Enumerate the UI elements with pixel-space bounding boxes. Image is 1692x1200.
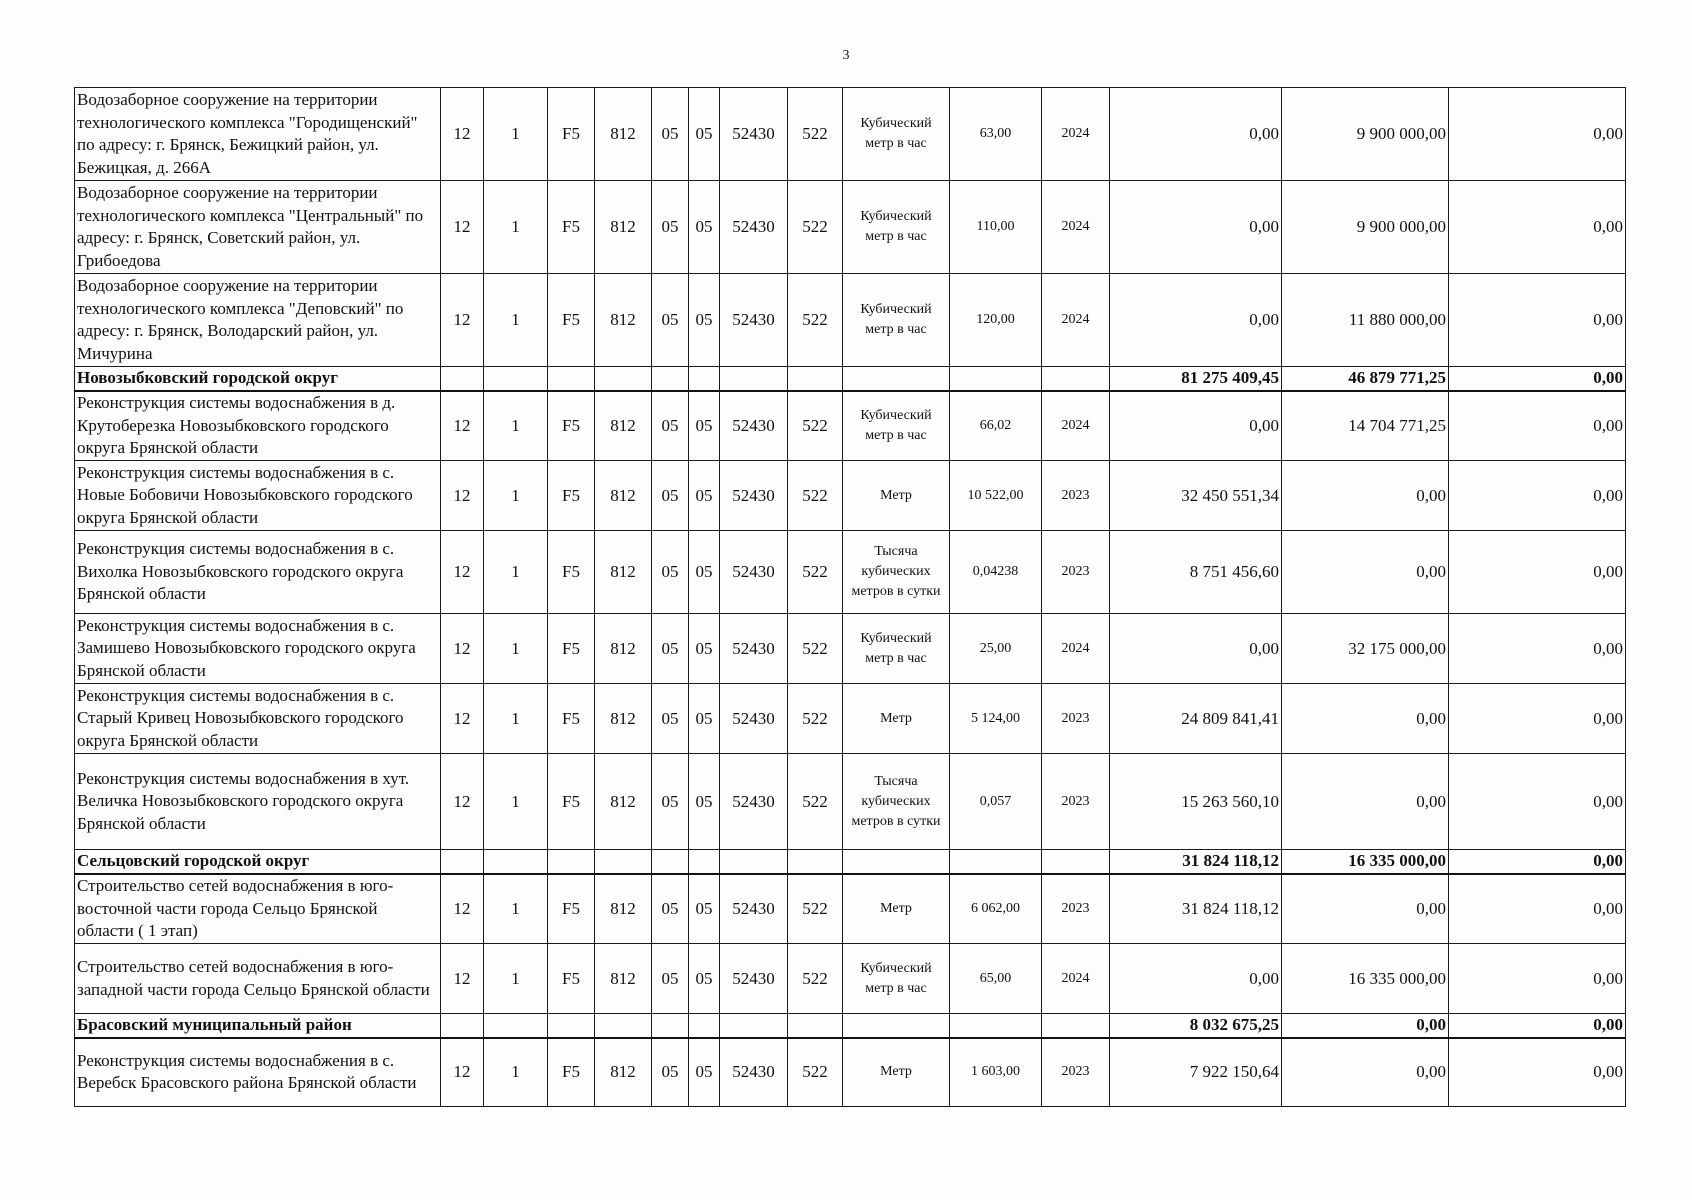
year-cell: 2024 bbox=[1042, 614, 1110, 684]
code-cell: F5 bbox=[548, 684, 595, 754]
amount-cell: 0,00 bbox=[1449, 367, 1626, 391]
code-cell: 52430 bbox=[720, 1038, 788, 1107]
code-cell: 522 bbox=[788, 391, 843, 461]
amount-cell: 0,00 bbox=[1110, 181, 1282, 274]
table-row bbox=[75, 391, 1626, 461]
empty-cell bbox=[720, 1014, 788, 1038]
empty-cell bbox=[720, 850, 788, 874]
group-row bbox=[75, 367, 1626, 391]
code-cell: 05 bbox=[689, 274, 720, 367]
table-row bbox=[75, 1038, 1626, 1107]
amount-cell: 9 900 000,00 bbox=[1282, 181, 1449, 274]
amount-cell: 0,00 bbox=[1449, 614, 1626, 684]
code-cell: 812 bbox=[595, 944, 652, 1014]
group-row bbox=[75, 850, 1626, 874]
code-cell: F5 bbox=[548, 531, 595, 614]
code-cell: F5 bbox=[548, 614, 595, 684]
group-name-cell: Брасовский муниципальный район bbox=[75, 1014, 441, 1038]
capacity-cell: 120,00 bbox=[950, 274, 1042, 367]
year-cell: 2023 bbox=[1042, 684, 1110, 754]
amount-cell: 7 922 150,64 bbox=[1110, 1038, 1282, 1107]
unit-cell: Тысяча кубических метров в сутки bbox=[843, 754, 950, 850]
code-cell: 522 bbox=[788, 684, 843, 754]
year-cell: 2023 bbox=[1042, 1038, 1110, 1107]
empty-cell bbox=[1042, 367, 1110, 391]
capacity-cell: 5 124,00 bbox=[950, 684, 1042, 754]
year-cell: 2023 bbox=[1042, 531, 1110, 614]
empty-cell bbox=[548, 1014, 595, 1038]
code-cell: 05 bbox=[652, 614, 689, 684]
amount-cell: 0,00 bbox=[1282, 1038, 1449, 1107]
code-cell: 12 bbox=[441, 461, 484, 531]
code-cell: 1 bbox=[484, 1038, 548, 1107]
empty-cell bbox=[689, 367, 720, 391]
code-cell: 812 bbox=[595, 614, 652, 684]
code-cell: 52430 bbox=[720, 944, 788, 1014]
code-cell: 522 bbox=[788, 181, 843, 274]
code-cell: 05 bbox=[689, 1038, 720, 1107]
object-name-cell: Реконструкция системы водоснабжения в хут. Величка Новозыбковского городского округа Брянской области bbox=[75, 754, 441, 850]
unit-cell: Тысяча кубических метров в сутки bbox=[843, 531, 950, 614]
capacity-cell: 0,057 bbox=[950, 754, 1042, 850]
amount-cell: 32 175 000,00 bbox=[1282, 614, 1449, 684]
empty-cell bbox=[652, 367, 689, 391]
code-cell: 522 bbox=[788, 614, 843, 684]
amount-cell: 0,00 bbox=[1449, 391, 1626, 461]
code-cell: 05 bbox=[652, 274, 689, 367]
capacity-cell: 0,04238 bbox=[950, 531, 1042, 614]
code-cell: 05 bbox=[652, 531, 689, 614]
capacity-cell: 65,00 bbox=[950, 944, 1042, 1014]
year-cell: 2023 bbox=[1042, 754, 1110, 850]
capacity-cell: 63,00 bbox=[950, 88, 1042, 181]
empty-cell bbox=[788, 367, 843, 391]
code-cell: 812 bbox=[595, 274, 652, 367]
code-cell: 05 bbox=[689, 181, 720, 274]
code-cell: 1 bbox=[484, 531, 548, 614]
unit-cell: Кубический метр в час bbox=[843, 88, 950, 181]
empty-cell bbox=[595, 1014, 652, 1038]
table-row bbox=[75, 684, 1626, 754]
code-cell: 52430 bbox=[720, 874, 788, 944]
code-cell: 52430 bbox=[720, 614, 788, 684]
empty-cell bbox=[652, 1014, 689, 1038]
code-cell: F5 bbox=[548, 181, 595, 274]
code-cell: 812 bbox=[595, 874, 652, 944]
amount-cell: 0,00 bbox=[1110, 88, 1282, 181]
amount-cell: 0,00 bbox=[1449, 274, 1626, 367]
code-cell: 05 bbox=[689, 614, 720, 684]
empty-cell bbox=[1042, 1014, 1110, 1038]
year-cell: 2024 bbox=[1042, 391, 1110, 461]
code-cell: 812 bbox=[595, 181, 652, 274]
code-cell: F5 bbox=[548, 944, 595, 1014]
empty-cell bbox=[843, 850, 950, 874]
code-cell: F5 bbox=[548, 754, 595, 850]
table-row bbox=[75, 754, 1626, 850]
table-row bbox=[75, 531, 1626, 614]
table-row bbox=[75, 88, 1626, 181]
empty-cell bbox=[720, 367, 788, 391]
code-cell: 522 bbox=[788, 274, 843, 367]
table-row bbox=[75, 181, 1626, 274]
budget-table bbox=[74, 87, 1626, 1107]
table-row bbox=[75, 944, 1626, 1014]
code-cell: 12 bbox=[441, 88, 484, 181]
amount-cell: 0,00 bbox=[1449, 944, 1626, 1014]
page-number: 3 bbox=[842, 48, 850, 63]
code-cell: 1 bbox=[484, 88, 548, 181]
code-cell: 52430 bbox=[720, 461, 788, 531]
capacity-cell: 10 522,00 bbox=[950, 461, 1042, 531]
amount-cell: 15 263 560,10 bbox=[1110, 754, 1282, 850]
empty-cell bbox=[843, 1014, 950, 1038]
amount-cell: 32 450 551,34 bbox=[1110, 461, 1282, 531]
empty-cell bbox=[652, 850, 689, 874]
capacity-cell: 6 062,00 bbox=[950, 874, 1042, 944]
group-name-cell: Сельцовский городской округ bbox=[75, 850, 441, 874]
code-cell: 05 bbox=[652, 944, 689, 1014]
code-cell: 812 bbox=[595, 1038, 652, 1107]
amount-cell: 0,00 bbox=[1449, 181, 1626, 274]
empty-cell bbox=[548, 850, 595, 874]
code-cell: 05 bbox=[689, 391, 720, 461]
unit-cell: Метр bbox=[843, 684, 950, 754]
code-cell: 12 bbox=[441, 684, 484, 754]
amount-cell: 24 809 841,41 bbox=[1110, 684, 1282, 754]
year-cell: 2024 bbox=[1042, 181, 1110, 274]
amount-cell: 16 335 000,00 bbox=[1282, 850, 1449, 874]
amount-cell: 11 880 000,00 bbox=[1282, 274, 1449, 367]
amount-cell: 9 900 000,00 bbox=[1282, 88, 1449, 181]
amount-cell: 81 275 409,45 bbox=[1110, 367, 1282, 391]
code-cell: 522 bbox=[788, 874, 843, 944]
empty-cell bbox=[484, 367, 548, 391]
amount-cell: 14 704 771,25 bbox=[1282, 391, 1449, 461]
code-cell: 05 bbox=[689, 531, 720, 614]
code-cell: F5 bbox=[548, 274, 595, 367]
code-cell: 522 bbox=[788, 531, 843, 614]
unit-cell: Кубический метр в час bbox=[843, 614, 950, 684]
amount-cell: 16 335 000,00 bbox=[1282, 944, 1449, 1014]
code-cell: 1 bbox=[484, 461, 548, 531]
amount-cell: 0,00 bbox=[1449, 1014, 1626, 1038]
code-cell: 812 bbox=[595, 461, 652, 531]
code-cell: 05 bbox=[652, 88, 689, 181]
empty-cell bbox=[441, 367, 484, 391]
code-cell: 1 bbox=[484, 391, 548, 461]
code-cell: 522 bbox=[788, 1038, 843, 1107]
empty-cell bbox=[548, 367, 595, 391]
amount-cell: 31 824 118,12 bbox=[1110, 850, 1282, 874]
object-name-cell: Строительство сетей водоснабжения в юго-восточной части города Сельцо Брянской области ( 1 этап) bbox=[75, 874, 441, 944]
empty-cell bbox=[788, 850, 843, 874]
empty-cell bbox=[595, 367, 652, 391]
year-cell: 2024 bbox=[1042, 88, 1110, 181]
code-cell: 05 bbox=[689, 754, 720, 850]
code-cell: F5 bbox=[548, 874, 595, 944]
amount-cell: 0,00 bbox=[1449, 850, 1626, 874]
capacity-cell: 66,02 bbox=[950, 391, 1042, 461]
code-cell: F5 bbox=[548, 1038, 595, 1107]
code-cell: 812 bbox=[595, 88, 652, 181]
amount-cell: 0,00 bbox=[1110, 274, 1282, 367]
code-cell: 1 bbox=[484, 754, 548, 850]
code-cell: 05 bbox=[652, 391, 689, 461]
code-cell: 1 bbox=[484, 181, 548, 274]
amount-cell: 0,00 bbox=[1449, 874, 1626, 944]
amount-cell: 0,00 bbox=[1449, 531, 1626, 614]
amount-cell: 46 879 771,25 bbox=[1282, 367, 1449, 391]
empty-cell bbox=[484, 850, 548, 874]
code-cell: 12 bbox=[441, 274, 484, 367]
amount-cell: 0,00 bbox=[1449, 1038, 1626, 1107]
object-name-cell: Реконструкция системы водоснабжения в д. Крутоберезка Новозыбковского городского округа Брянской области bbox=[75, 391, 441, 461]
amount-cell: 8 751 456,60 bbox=[1110, 531, 1282, 614]
amount-cell: 0,00 bbox=[1449, 461, 1626, 531]
group-row bbox=[75, 1014, 1626, 1038]
amount-cell: 0,00 bbox=[1282, 754, 1449, 850]
code-cell: 05 bbox=[689, 684, 720, 754]
empty-cell bbox=[950, 1014, 1042, 1038]
amount-cell: 0,00 bbox=[1282, 1014, 1449, 1038]
code-cell: 522 bbox=[788, 754, 843, 850]
object-name-cell: Реконструкция системы водоснабжения в с. Старый Кривец Новозыбковского городского округа Брянской области bbox=[75, 684, 441, 754]
code-cell: 52430 bbox=[720, 181, 788, 274]
amount-cell: 0,00 bbox=[1449, 754, 1626, 850]
empty-cell bbox=[950, 850, 1042, 874]
code-cell: 52430 bbox=[720, 274, 788, 367]
table-row bbox=[75, 461, 1626, 531]
unit-cell: Кубический метр в час bbox=[843, 391, 950, 461]
group-name-cell: Новозыбковский городской округ bbox=[75, 367, 441, 391]
code-cell: 812 bbox=[595, 754, 652, 850]
code-cell: 522 bbox=[788, 461, 843, 531]
year-cell: 2024 bbox=[1042, 944, 1110, 1014]
table-row bbox=[75, 614, 1626, 684]
object-name-cell: Реконструкция системы водоснабжения в с. Веребск Брасовского района Брянской области bbox=[75, 1038, 441, 1107]
amount-cell: 0,00 bbox=[1282, 461, 1449, 531]
table-row bbox=[75, 274, 1626, 367]
amount-cell: 8 032 675,25 bbox=[1110, 1014, 1282, 1038]
unit-cell: Кубический метр в час bbox=[843, 944, 950, 1014]
code-cell: 05 bbox=[652, 754, 689, 850]
amount-cell: 31 824 118,12 bbox=[1110, 874, 1282, 944]
capacity-cell: 1 603,00 bbox=[950, 1038, 1042, 1107]
object-name-cell: Водозаборное сооружение на территории технологического комплекса "Центральный" по адресу: г. Брянск, Советский район, ул. Грибоедова bbox=[75, 181, 441, 274]
code-cell: 52430 bbox=[720, 531, 788, 614]
code-cell: 05 bbox=[689, 944, 720, 1014]
amount-cell: 0,00 bbox=[1282, 684, 1449, 754]
code-cell: 522 bbox=[788, 944, 843, 1014]
code-cell: 12 bbox=[441, 944, 484, 1014]
year-cell: 2023 bbox=[1042, 461, 1110, 531]
code-cell: 812 bbox=[595, 531, 652, 614]
code-cell: F5 bbox=[548, 88, 595, 181]
amount-cell: 0,00 bbox=[1110, 944, 1282, 1014]
code-cell: F5 bbox=[548, 391, 595, 461]
empty-cell bbox=[1042, 850, 1110, 874]
empty-cell bbox=[441, 850, 484, 874]
code-cell: 05 bbox=[689, 461, 720, 531]
empty-cell bbox=[843, 367, 950, 391]
code-cell: 52430 bbox=[720, 391, 788, 461]
empty-cell bbox=[689, 1014, 720, 1038]
empty-cell bbox=[950, 367, 1042, 391]
amount-cell: 0,00 bbox=[1449, 88, 1626, 181]
table-row bbox=[75, 874, 1626, 944]
amount-cell: 0,00 bbox=[1110, 391, 1282, 461]
code-cell: 05 bbox=[652, 684, 689, 754]
code-cell: 812 bbox=[595, 391, 652, 461]
code-cell: 1 bbox=[484, 614, 548, 684]
code-cell: 1 bbox=[484, 274, 548, 367]
empty-cell bbox=[788, 1014, 843, 1038]
code-cell: 522 bbox=[788, 88, 843, 181]
year-cell: 2024 bbox=[1042, 274, 1110, 367]
code-cell: 05 bbox=[652, 181, 689, 274]
unit-cell: Метр bbox=[843, 461, 950, 531]
code-cell: 05 bbox=[689, 874, 720, 944]
amount-cell: 0,00 bbox=[1282, 874, 1449, 944]
code-cell: F5 bbox=[548, 461, 595, 531]
object-name-cell: Строительство сетей водоснабжения в юго-западной части города Сельцо Брянской области bbox=[75, 944, 441, 1014]
code-cell: 1 bbox=[484, 684, 548, 754]
code-cell: 05 bbox=[652, 461, 689, 531]
year-cell: 2023 bbox=[1042, 874, 1110, 944]
code-cell: 52430 bbox=[720, 754, 788, 850]
code-cell: 12 bbox=[441, 181, 484, 274]
empty-cell bbox=[441, 1014, 484, 1038]
code-cell: 05 bbox=[652, 874, 689, 944]
code-cell: 1 bbox=[484, 874, 548, 944]
code-cell: 12 bbox=[441, 1038, 484, 1107]
code-cell: 812 bbox=[595, 684, 652, 754]
amount-cell: 0,00 bbox=[1282, 531, 1449, 614]
empty-cell bbox=[689, 850, 720, 874]
code-cell: 12 bbox=[441, 391, 484, 461]
object-name-cell: Реконструкция системы водоснабжения в с. Вихолка Новозыбковского городского округа Брянской области bbox=[75, 531, 441, 614]
empty-cell bbox=[595, 850, 652, 874]
object-name-cell: Реконструкция системы водоснабжения в с. Новые Бобовичи Новозыбковского городского округа Брянской области bbox=[75, 461, 441, 531]
code-cell: 52430 bbox=[720, 88, 788, 181]
code-cell: 12 bbox=[441, 531, 484, 614]
unit-cell: Кубический метр в час bbox=[843, 274, 950, 367]
code-cell: 05 bbox=[652, 1038, 689, 1107]
unit-cell: Метр bbox=[843, 874, 950, 944]
unit-cell: Метр bbox=[843, 1038, 950, 1107]
code-cell: 05 bbox=[689, 88, 720, 181]
capacity-cell: 110,00 bbox=[950, 181, 1042, 274]
empty-cell bbox=[484, 1014, 548, 1038]
capacity-cell: 25,00 bbox=[950, 614, 1042, 684]
object-name-cell: Водозаборное сооружение на территории технологического комплекса "Деповский" по адресу: г. Брянск, Володарский район, ул. Мичурина bbox=[75, 274, 441, 367]
code-cell: 1 bbox=[484, 944, 548, 1014]
amount-cell: 0,00 bbox=[1110, 614, 1282, 684]
code-cell: 12 bbox=[441, 874, 484, 944]
code-cell: 12 bbox=[441, 754, 484, 850]
object-name-cell: Реконструкция системы водоснабжения в с. Замишево Новозыбковского городского округа Брянской области bbox=[75, 614, 441, 684]
amount-cell: 0,00 bbox=[1449, 684, 1626, 754]
code-cell: 52430 bbox=[720, 684, 788, 754]
code-cell: 12 bbox=[441, 614, 484, 684]
object-name-cell: Водозаборное сооружение на территории технологического комплекса "Городищенский" по адресу: г. Брянск, Бежицкий район, ул. Бежицкая, д. 266А bbox=[75, 88, 441, 181]
unit-cell: Кубический метр в час bbox=[843, 181, 950, 274]
